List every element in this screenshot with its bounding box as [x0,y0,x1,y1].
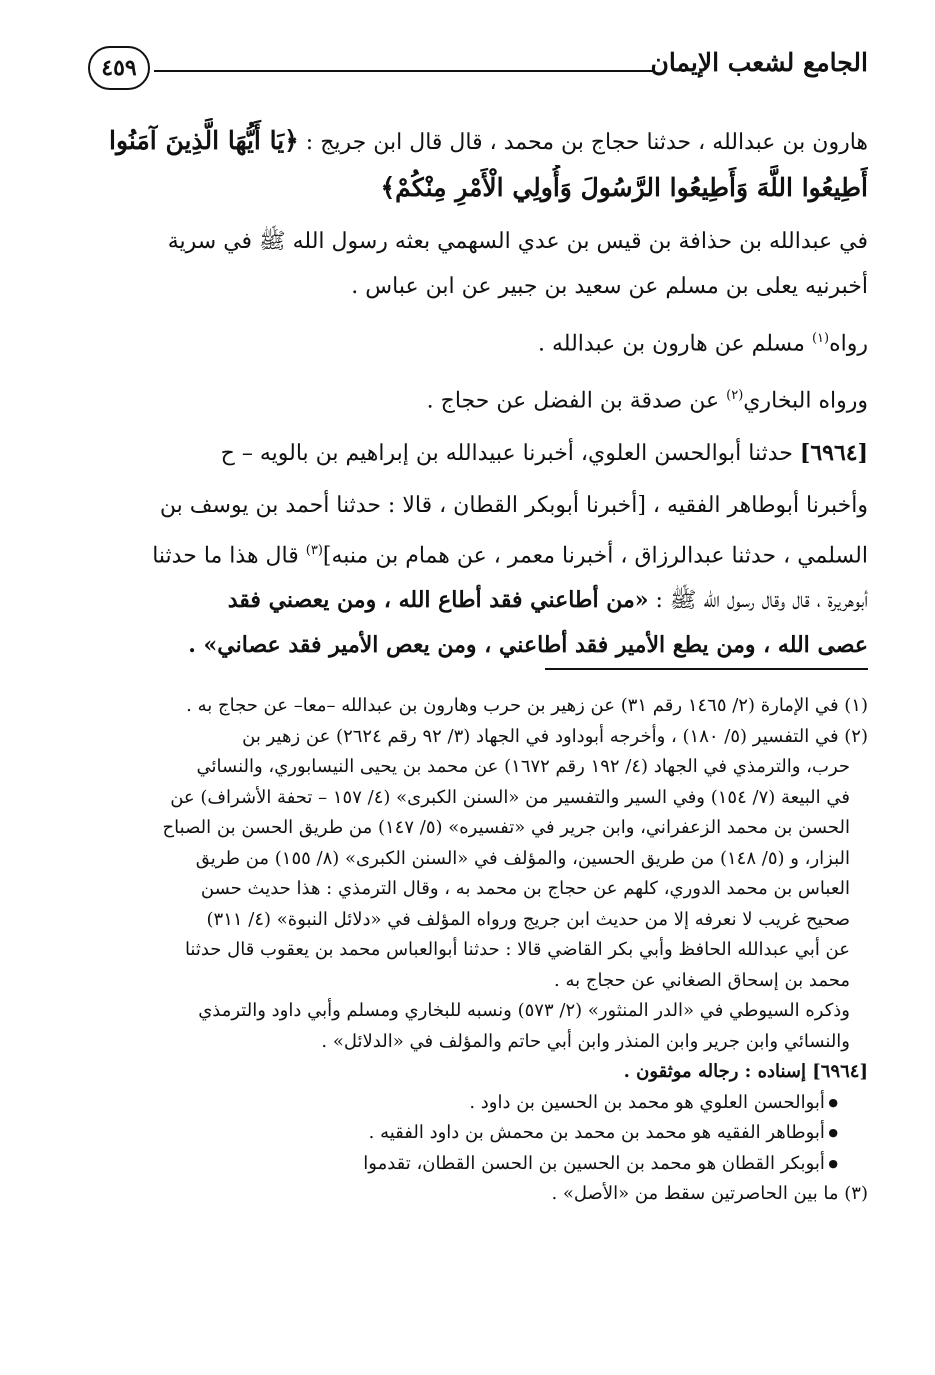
footnote-line: العباس بن محمد الدوري، كلهم عن حجاج بن محمد به ، وقال الترمذي : هذا حديث حسن [200,878,850,899]
main-line: هارون بن عبدالله ، حدثنا حجاج بن محمد ، قال قال ابن جريج : ﴿يَا أَيُّهَا الَّذِينَ آمَنُوا [109,126,868,155]
footnote-line: (١) في الإمارة (٢/ ١٤٦٥ رقم ٣١) عن زهير بن حرب وهارون بن عبدالله –معا– عن حجاج به . [186,695,868,716]
main-line: وأخبرنا أبوطاهر الفقيه ، [أخبرنا أبوبكر القطان ، قالا : حدثنا أحمد بن يوسف بن [159,492,868,518]
main-text [60,118,868,668]
footnote-line: (٢) في التفسير (٥/ ١٨٠) ، وأخرجه أبوداود في الجهاد (٣/ ٩٢ رقم ٢٦٢٤) عن زهير بن [242,725,868,747]
hadith-number: [٦٩٦٤] [799,439,868,466]
header-rule [154,70,653,72]
footnote-line: محمد بن إسحاق الصغاني عن حجاج به . [554,969,850,991]
footnote-line: عن أبي عبدالله الحافظ وأبي بكر القاضي قالا : حدثنا أبوالعباس محمد بن يعقوب قال حدثنا [184,939,850,960]
main-line: أخبرنيه يعلى بن مسلم عن سعيد بن جبير عن ابن عباس . [351,274,868,299]
footnote-line: (٣) ما بين الحاصرتين سقط من «الأصل» . [551,1183,868,1204]
page-header [88,40,868,96]
quran-verse: أَطِيعُوا اللَّهَ وَأَطِيعُوا الرَّسُولَ وَأُولِي الْأَمْرِ مِنْكُمْ﴾ [380,173,868,202]
main-line: السلمي ، حدثنا عبدالرزاق ، أخبرنا معمر ، عن همام بن منبه]$^{(٣)}$ قال هذا ما حدثنا [152,542,868,568]
narrator-item: ● أبوبكر القطان هو محمد بن الحسين بن الحسن القطان، تقدموا [60,1149,868,1180]
footnote-line: الحسن بن محمد الزعفراني، وابن جرير في «تفسيره» (٥/ ١٤٧) من طريق الحسن بن الصباح [162,817,850,838]
page-number: ٤٥٩ [88,46,150,90]
main-line: [٦٩٦٤] حدثنا أبوالحسن العلوي، أخبرنا عبيدالله بن إبراهيم بن بالويه – ح [220,439,868,466]
main-line: ورواه البخاري$^{(٢)}$ عن صدقة بن الفضل عن حجاج . [426,388,868,414]
footnote-line: حرب، والترمذي في الجهاد (٤/ ١٩٢ رقم ١٦٧٢) عن محمد بن يحيى النيسابوري، والنسائي [196,756,850,777]
main-line: في عبدالله بن حذافة بن قيس بن عدي السهمي بعثه رسول الله ﷺ في سرية [167,229,868,254]
footnote-line: والنسائي وابن جرير وابن المنذر وابن أبي حاتم والمؤلف في «الدلائل» . [321,1030,850,1052]
footnote-line: وذكره السيوطي في «الدر المنثور» (٢/ ٥٧٣) ونسبه للبخاري ومسلم وأبي داود والترمذي [198,1000,850,1021]
narrator-item: ● أبوالحسن العلوي هو محمد بن الحسين بن داود . [60,1088,868,1119]
footnote-ref: (٣) [305,542,323,558]
main-line: رواه$^{(١)}$ مسلم عن هارون بن عبدالله . [538,331,868,357]
narrator-item: ● أبوطاهر الفقيه هو محمد بن محمد بن محمش بن داود الفقيه . [60,1118,868,1149]
hadith-text: «من أطاعني فقد أطاع الله ، ومن يعصني فقد [227,586,649,613]
hadith-text: عصى الله ، ومن يطع الأمير فقد أطاعني ، ومن يعص الأمير فقد عصاني» . [188,631,868,658]
footnote-separator [545,668,868,670]
footnote-line: البزار، و (٥/ ١٤٨) من طريق الحسين، والمؤلف في «السنن الكبرى» (٨/ ١٥٥) من طريق [195,847,850,869]
footnotes [60,691,868,1210]
main-line [60,165,868,212]
isnad-heading: [٦٩٦٤] إسناده : رجاله موثقون . [623,1061,868,1082]
quran-verse: ﴿يَا أَيُّهَا الَّذِينَ آمَنُوا [109,126,299,155]
footnote-line: صحيح غريب لا نعرفه إلا من حديث ابن جريج ورواه المؤلف في «دلائل النبوة» (٤/ ٣١١) [206,908,850,930]
main-line: أبوهريرة ، قال وقال رسول الله ﷺ : «من أطاعني فقد أطاع الله ، ومن يعصني فقد [227,586,868,613]
footnote-ref: (١) [811,331,830,346]
footnote-ref: (٢) [726,388,744,404]
book-title: الجامع لشعب الإيمان [650,48,868,77]
footnote-line: في البيعة (٧/ ١٥٤) وفي السير والتفسير من «السنن الكبرى» (٤/ ١٥٧ – تحفة الأشراف) عن [170,786,850,808]
